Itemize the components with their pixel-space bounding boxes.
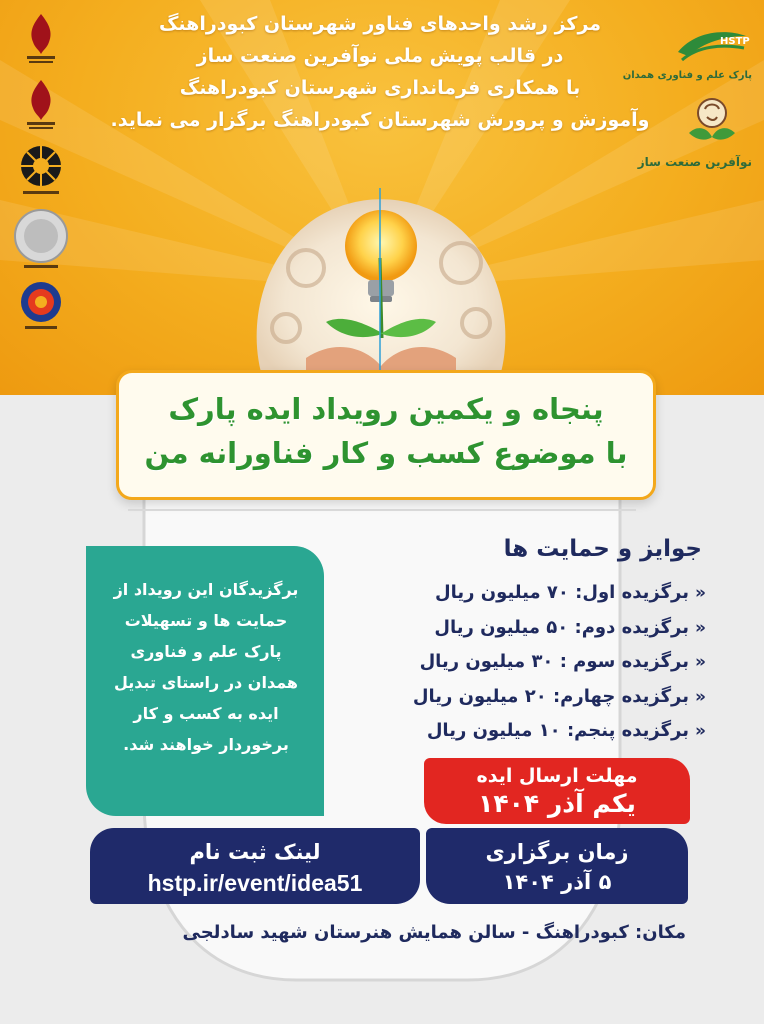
registration-box (90, 828, 420, 904)
support-text (100, 574, 312, 760)
welfare-logo-icon (10, 278, 72, 334)
registration-label: لینک ثبت نام (189, 840, 321, 864)
chevron-icon: « (695, 652, 706, 672)
prize-text: برگزیده دوم: ۵۰ میلیون ریال (434, 616, 690, 638)
brand-logo-icon (672, 91, 752, 147)
science-park-logo-icon (672, 22, 752, 66)
venue-text: مکان: کبودراهنگ - سالن همایش هنرستان شهید سادلجی (182, 922, 686, 943)
support-line: برگزیدگان این رویداد از (113, 580, 299, 599)
chevron-icon: « (695, 617, 706, 638)
intro-text (100, 8, 660, 136)
deadline-date: یکم آذر ۱۴۰۴ (478, 789, 636, 818)
partner-logos (10, 10, 72, 342)
deadline-box (424, 758, 690, 824)
prizes-heading: جوایز و حمایت ها (503, 536, 702, 562)
brand-caption: نوآفرین صنعت ساز (637, 155, 752, 169)
chevron-icon: « (695, 583, 706, 603)
support-line: ایده به کسب و کار (133, 704, 279, 723)
government-emblem-icon (10, 10, 72, 68)
prize-text: برگزیده سوم : ۳۰ میلیون ریال (419, 651, 690, 672)
schedule-box (426, 828, 688, 904)
event-title-banner (116, 370, 656, 500)
intro-line: با همکاری فرمانداری شهرستان کبودراهنگ (179, 77, 581, 99)
prize-text: برگزیده اول: ۷۰ میلیون ریال (435, 582, 690, 603)
prize-list (346, 576, 706, 749)
science-park-caption: پارک علم و فناوری همدان (622, 70, 752, 81)
schedule-date: ۵ آذر ۱۴۰۴ (502, 870, 612, 894)
prize-text: برگزیده پنجم: ۱۰ میلیون ریال (426, 720, 690, 741)
event-title-line1: پنجاه و یکمین رویداد ایده پارک (168, 392, 604, 426)
support-line: برخوردار خواهند شد. (123, 735, 289, 754)
prize-item (346, 645, 706, 680)
prize-item (346, 611, 706, 646)
government-emblem-icon (10, 76, 72, 134)
intro-line: مرکز رشد واحدهای فناور شهرستان کبودراهنگ (158, 13, 602, 35)
schedule-label: زمان برگزاری (485, 840, 629, 864)
prize-text: برگزیده چهارم: ۲۰ میلیون ریال (412, 685, 690, 707)
support-line: پارک علم و فناوری (130, 642, 282, 661)
intro-line: در قالب پویش ملی نوآفرین صنعت ساز (196, 45, 564, 67)
support-line: حمایت ها و تسهیلات (124, 611, 288, 630)
lightbulb-illustration-icon (246, 188, 516, 388)
prize-item (346, 576, 706, 611)
intro-line: وآموزش و پرورش شهرستان کبودراهنگ برگزار می نماید. (110, 109, 650, 131)
city-seal-icon (10, 208, 72, 270)
prize-item (346, 680, 706, 715)
chevron-icon: « (695, 721, 706, 741)
organizer-logos (622, 22, 752, 169)
park-logo-text: HSTP (720, 36, 750, 47)
chevron-icon: « (695, 686, 706, 707)
ministry-emblem-icon (10, 142, 72, 200)
event-title-line2: با موضوع کسب و کار فناورانه من (144, 436, 628, 470)
registration-link[interactable]: hstp.ir/event/idea51 (147, 870, 363, 896)
deadline-label: مهلت ارسال ایده (476, 765, 638, 787)
support-line: همدان در راستای تبدیل (113, 673, 299, 692)
prize-item (346, 714, 706, 749)
